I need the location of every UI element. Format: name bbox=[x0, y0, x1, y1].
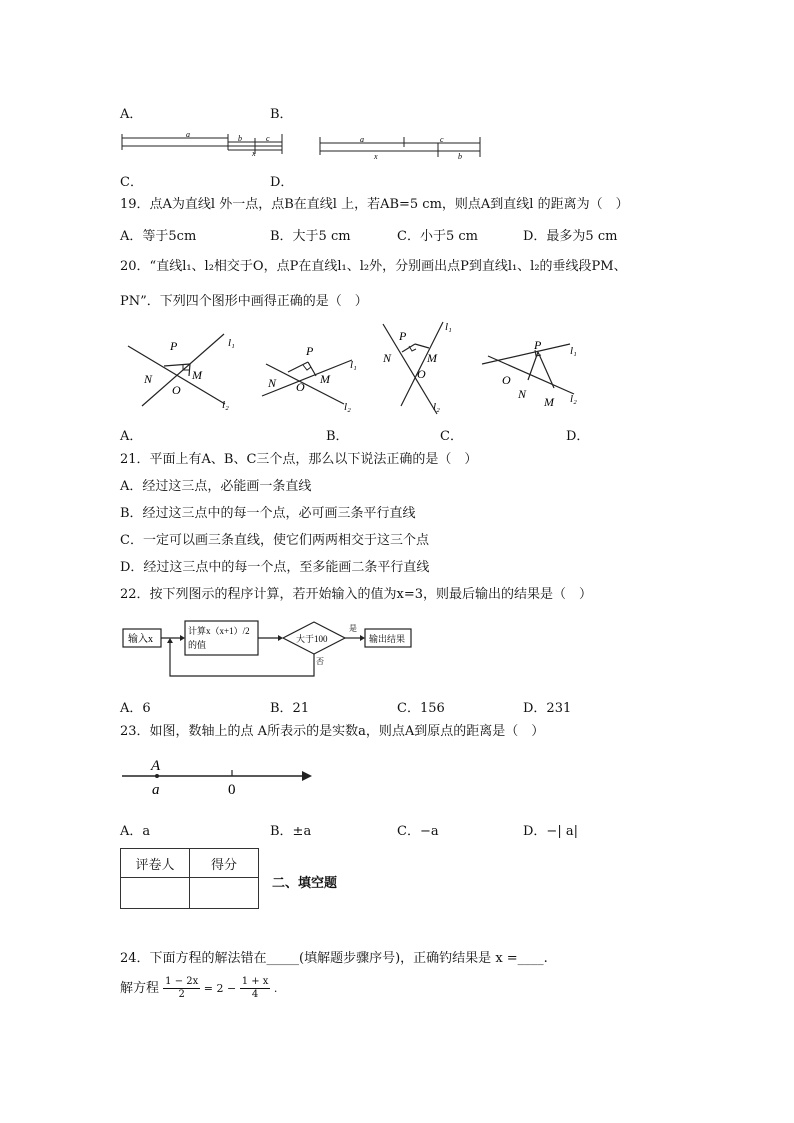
q20-figure-b bbox=[258, 340, 368, 416]
q24-eq-tail: . bbox=[270, 982, 278, 995]
q24-frac2-den: 4 bbox=[251, 989, 259, 1000]
flow-output-text: 输出结果 bbox=[369, 634, 406, 644]
q22-option-b: B．21 bbox=[270, 701, 310, 716]
q24-frac2-num: 1 + x bbox=[241, 976, 269, 987]
q21-stem: 21．平面上有A、B、C三个点，那么以下说法正确的是（ ） bbox=[120, 452, 478, 467]
q21-option-a: A．经过这三点，必能画一条直线 bbox=[120, 479, 312, 494]
q21-option-d: D．经过这三点中的每一个点，至多能画二条平行直线 bbox=[120, 560, 430, 575]
q18-option-c-label: C． bbox=[120, 175, 143, 190]
section-title: 二、填空题 bbox=[272, 876, 338, 891]
q20-figure-d bbox=[478, 336, 588, 416]
q20b-l1: l₁ bbox=[350, 359, 357, 371]
q19-option-c: C．小于5 cm bbox=[397, 229, 478, 244]
q20-figure-a bbox=[120, 326, 245, 416]
q22-flowchart bbox=[120, 618, 420, 684]
q24-fraction-1 bbox=[163, 976, 200, 1001]
q18d-x: x bbox=[374, 152, 378, 161]
q20-stem-line2: PN”．下列四个图形中画得正确的是（ ） bbox=[120, 294, 368, 309]
flow-input-text: 输入x bbox=[128, 634, 153, 645]
q23-option-b: B．±a bbox=[270, 824, 312, 839]
q18d-c: c bbox=[440, 135, 444, 144]
q20d-m: M bbox=[544, 395, 554, 409]
q22-option-d: D．231 bbox=[523, 701, 572, 716]
q20b-p: P bbox=[306, 344, 314, 358]
q20-option-c: C． bbox=[440, 429, 463, 444]
q20-figure-c bbox=[375, 318, 465, 416]
grade-reviewer-cell[interactable] bbox=[121, 878, 190, 909]
q18-option-b-label: B． bbox=[270, 107, 293, 122]
q20d-l2: l₂ bbox=[570, 393, 577, 405]
q21-option-c: C．一定可以画三条直线，使它们两两相交于这三个点 bbox=[120, 533, 429, 548]
flow-no: 否 bbox=[316, 657, 324, 666]
q22-option-a: A．6 bbox=[120, 701, 151, 716]
q18-option-d-label: D． bbox=[270, 175, 294, 190]
q20a-l2: l₂ bbox=[222, 399, 229, 411]
grade-table bbox=[120, 848, 259, 909]
q23-value-a: a bbox=[152, 782, 160, 798]
flow-yes: 是 bbox=[349, 624, 357, 633]
q18c-x: x bbox=[252, 149, 256, 158]
q20c-l2: l₂ bbox=[433, 401, 440, 413]
q23-number-line bbox=[120, 752, 315, 800]
q20a-l1: l₁ bbox=[228, 337, 235, 349]
q18-figure-c bbox=[120, 130, 286, 158]
q23-stem: 23．如图，数轴上的点 A所表示的是实数a，则点A到原点的距离是（ ） bbox=[120, 724, 545, 739]
q19-option-b: B．大于5 cm bbox=[270, 229, 351, 244]
q22-stem: 22．按下列图示的程序计算，若开始输入的值为x=3，则最后输出的结果是（ ） bbox=[120, 587, 593, 602]
q18d-b: b bbox=[458, 152, 462, 161]
q18c-b: b bbox=[238, 134, 242, 143]
q23-zero: 0 bbox=[228, 782, 236, 798]
grade-reviewer-header: 评卷人 bbox=[121, 849, 190, 878]
q19-stem: 19．点A为直线l 外一点，点B在直线l 上，若AB=5 cm，则点A到直线l 的距离为（ ） bbox=[120, 197, 629, 212]
q20c-p: P bbox=[399, 329, 407, 343]
q20a-o: O bbox=[172, 383, 181, 397]
q20b-l2: l₂ bbox=[344, 401, 351, 413]
flow-calc-line2: 的值 bbox=[188, 640, 207, 650]
q18c-c: c bbox=[266, 134, 270, 143]
q24-equation bbox=[120, 976, 277, 1001]
q19-option-d: D．最多为5 cm bbox=[523, 229, 618, 244]
q20c-m: M bbox=[427, 351, 437, 365]
q24-eq-prefix: 解方程 bbox=[120, 981, 160, 996]
q23-point-a: A bbox=[151, 758, 161, 774]
q20-option-d: D． bbox=[566, 429, 590, 444]
q18d-a: a bbox=[360, 135, 364, 144]
grade-score-cell[interactable] bbox=[190, 878, 259, 909]
q20a-p: P bbox=[170, 339, 178, 353]
q21-option-b: B．经过这三点中的每一个点，必可画三条平行直线 bbox=[120, 506, 416, 521]
q19-option-a: A．等于5cm bbox=[120, 229, 197, 244]
q20-stem-line1: 20．“直线l₁、l₂相交于O，点P在直线l₁、l₂外，分别画出点P到直线l₁、l₂的垂线段PM、 bbox=[120, 259, 627, 274]
q18-figure-d bbox=[318, 133, 486, 161]
q20a-n: N bbox=[144, 372, 153, 386]
q20-option-a: A． bbox=[120, 429, 143, 444]
q23-option-d: D．−| a| bbox=[523, 824, 578, 839]
q18-option-a-label: A． bbox=[120, 107, 143, 122]
q24-frac1-num: 1 − 2x bbox=[165, 976, 199, 987]
q22-option-c: C．156 bbox=[397, 701, 445, 716]
q20b-n: N bbox=[268, 376, 277, 390]
flow-condition-text: 大于100 bbox=[296, 634, 328, 644]
q24-frac1-den: 2 bbox=[178, 989, 185, 1000]
q20-option-b: B． bbox=[326, 429, 349, 444]
q20d-n: N bbox=[518, 387, 527, 401]
q24-eq-mid: = 2 − bbox=[200, 982, 240, 995]
q18c-a: a bbox=[186, 130, 190, 139]
q20b-m: M bbox=[320, 372, 330, 386]
q20a-m: M bbox=[192, 368, 202, 382]
q20b-o: O bbox=[296, 380, 305, 394]
q20d-l1: l₁ bbox=[570, 345, 577, 357]
q23-option-c: C．−a bbox=[397, 824, 439, 839]
q23-option-a: A．a bbox=[120, 824, 151, 839]
q24-fraction-2 bbox=[240, 976, 271, 1001]
q20d-o: O bbox=[502, 373, 511, 387]
q24-stem: 24．下面方程的解法错在_____(填解题步骤序号)，正确钓结果是 x =____. bbox=[120, 951, 548, 966]
q20d-p: P bbox=[534, 338, 542, 352]
q20c-o: O bbox=[417, 367, 426, 381]
flow-calc-line1: 计算x（x+1）/2 bbox=[188, 626, 250, 636]
q20c-n: N bbox=[383, 351, 392, 365]
q20c-l1: l₁ bbox=[445, 321, 452, 333]
grade-score-header: 得分 bbox=[190, 849, 259, 878]
